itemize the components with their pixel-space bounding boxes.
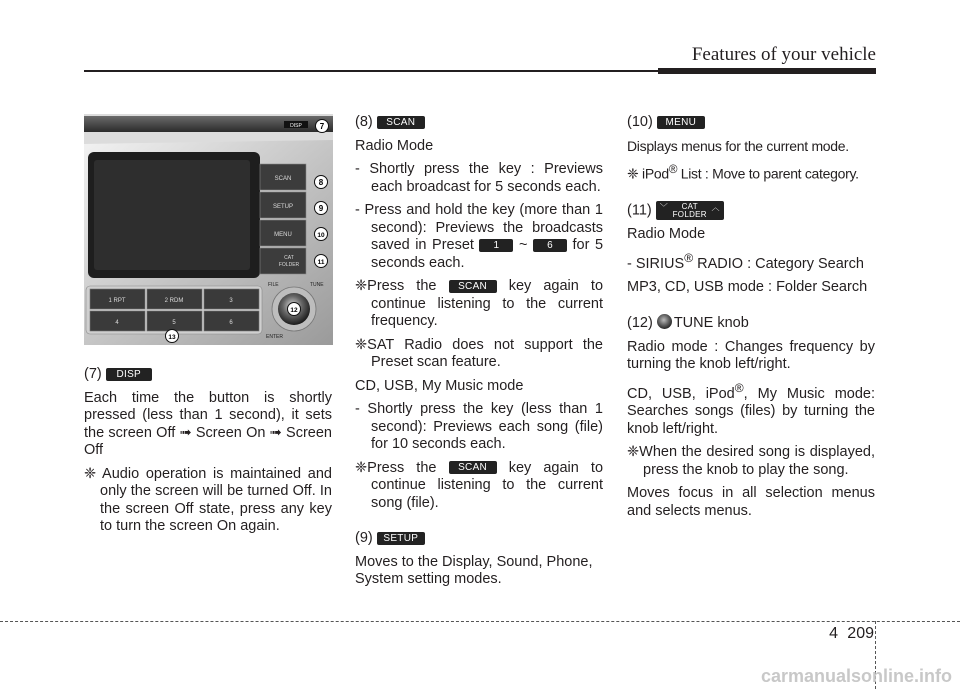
photo-menu-label: MENU — [274, 232, 292, 238]
watermark: carmanualsonline.info — [760, 666, 952, 686]
cd-tune-text: CD, USB, iPod®, My Music mode: Searches songs (files) by turning the knob left/right. — [627, 380, 875, 437]
radio-mode-heading-2: Radio Mode — [627, 226, 706, 243]
sirius-line: - SIRIUS® RADIO : Category Search — [627, 250, 864, 272]
photo-scan-label: SCAN — [274, 176, 292, 182]
svg-text:11: 11 — [317, 259, 325, 266]
focus-text: Moves focus in all selection menus and selects menus. — [627, 485, 875, 519]
chapter-number: 4 — [829, 625, 838, 642]
ipod-note: ❈ iPod® List : Move to parent category. — [627, 163, 859, 182]
svg-text:10: 10 — [317, 232, 325, 239]
scan-note-3: ❈Press the SCAN key again to continue listening to the current song (file). — [355, 459, 604, 511]
photo-enter-label: ENTER — [266, 334, 283, 340]
preset-6-key-icon: 6 — [533, 239, 567, 252]
svg-text:12: 12 — [290, 307, 298, 314]
item-10-heading: (10) MENU — [627, 114, 875, 132]
item-8-heading: (8) SCAN — [355, 114, 603, 132]
head-unit-photo — [84, 114, 333, 345]
photo-folder-label: FOLDER — [278, 262, 300, 268]
chevron-up-icon: ︿ — [711, 203, 720, 213]
mp3-line: MP3, CD, USB mode : Folder Search — [627, 278, 868, 295]
setup-key-icon: SETUP — [377, 532, 425, 545]
scan-key-icon: SCAN — [449, 280, 497, 293]
item-10-text: Displays menus for the current mode. — [627, 137, 849, 154]
preset-6-label: 6 — [229, 320, 233, 326]
tune-knob-icon — [657, 314, 672, 329]
menu-key-icon: MENU — [657, 116, 705, 129]
scan-key-icon: SCAN — [449, 461, 497, 474]
photo-file-label: FILE — [268, 282, 279, 288]
cat-folder-key-icon: ﹀ CAT FOLDER ︿ — [656, 201, 724, 220]
preset-5-label: 5 — [172, 320, 176, 326]
photo-cat-key — [260, 248, 306, 274]
photo-cat-label: CAT — [284, 255, 294, 261]
preset-1-key-icon: 1 — [479, 239, 513, 252]
radio-tune-text: Radio mode : Changes frequency by turning the knob left/right. — [627, 338, 875, 373]
scan-note-1: ❈Press the SCAN key again to continue listening to the current frequency. — [355, 278, 604, 329]
svg-text:9: 9 — [318, 204, 324, 213]
footer-rule — [0, 621, 960, 622]
item-11-heading: (11) ﹀ CAT FOLDER ︿ — [627, 201, 875, 220]
column-2 — [355, 114, 603, 595]
scan-long-press: - Press and hold the key (more than 1 second): Previews the broadcasts saved in Preset 1 ~ 6 for 5 seconds each. — [355, 202, 604, 271]
photo-setup-label: SETUP — [272, 204, 294, 210]
svg-text:7: 7 — [319, 122, 325, 131]
photo-tune-label: TUNE — [310, 282, 324, 288]
radio-mode-heading: Radio Mode — [355, 137, 434, 154]
chevron-down-icon: ﹀ — [659, 203, 669, 213]
svg-text:8: 8 — [318, 178, 324, 187]
preset-4-label: 4 — [115, 320, 119, 326]
disp-key-icon: DISP — [106, 368, 152, 381]
scan-short-press: - Shortly press the key : Previews each broadcast for 5 seconds each. — [355, 161, 603, 195]
item-7-text: Each time the button is shortly pressed (less than 1 second), it sets the screen Off ➟ Screen On ➟ Screen Off — [84, 389, 332, 458]
page-number-value: 209 — [847, 625, 874, 642]
preset-2-label: 2 RDM — [164, 298, 184, 304]
scan-key-icon: SCAN — [377, 116, 425, 129]
item-9-heading: (9) SETUP — [355, 530, 603, 548]
header-bar — [658, 68, 876, 74]
preset-1-label: 1 RPT — [108, 298, 126, 304]
photo-disp-label: DISP — [290, 123, 302, 129]
svg-text:13: 13 — [168, 334, 176, 341]
page-header: Features of your vehicle — [691, 44, 876, 65]
item-12-heading: (12) TUNE knob — [627, 315, 749, 332]
scan-note-2: ❈SAT Radio does not support the Preset scan feature. — [355, 336, 603, 370]
column-3 — [627, 114, 875, 526]
item-7-note: ❈ Audio operation is maintained and only the screen will be turned Off. In the screen Off state, press any key to turn the screen On again. — [84, 465, 332, 534]
item-9-text: Moves to the Display, Sound, Phone, System setting modes. — [355, 553, 593, 587]
item-7-heading: (7) DISP — [84, 366, 332, 384]
tune-note: ❈When the desired song is displayed, press the knob to play the song. — [627, 444, 875, 478]
cd-short-press: - Shortly press the key (less than 1 second): Previews each song (file) for 10 seconds each. — [355, 401, 603, 452]
cd-mode-heading: CD, USB, My Music mode — [355, 377, 524, 394]
preset-3-label: 3 — [229, 298, 233, 304]
display-screen — [94, 160, 250, 270]
column-1 — [84, 366, 332, 542]
